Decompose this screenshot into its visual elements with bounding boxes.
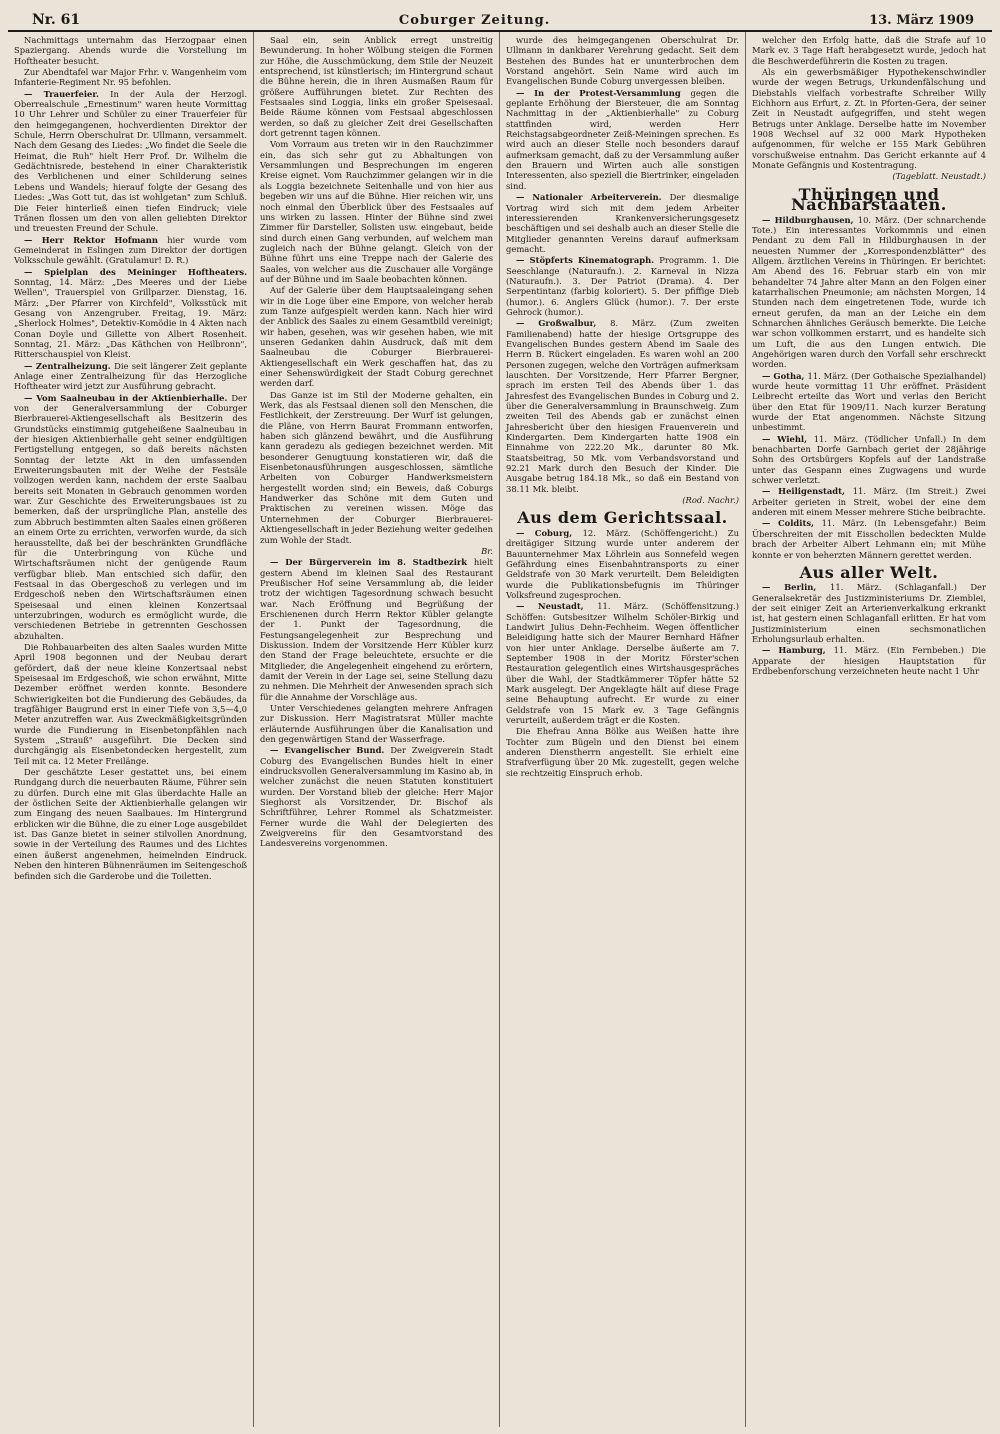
article-text: Programm. 1. Die Seeschlange (Naturaufn.). 2. Karneval in Nizza (Naturaufn.). 3. Der Patriot (Drama). 4. Der Serpentintanz (farbig koloriert). 5. Der pfiffige Dieb (humor.). 6. Anglers Glück (humor.). 7. Der erste Gehrock (humor.). (506, 255, 739, 317)
article-text: welcher den Erfolg hatte, daß die Strafe auf 10 Mark ev. 3 Tage Haft herabgesetzt wurde, jedoch hat die Beschwerdeführerin die Kosten zu tragen. (752, 35, 986, 66)
article-signature: (Rod. Nachr.) (682, 495, 739, 506)
article-headline: — Zentralheizung. (24, 360, 115, 371)
article-headline: — Evangelischer Bund. (270, 745, 391, 756)
article-signature: (Tageblatt. Neustadt.) (892, 171, 986, 182)
article-text: Der Zweigverein Stadt Coburg des Evangelischen Bundes hielt in einer eindrucksvollen Generalversammlung im Kasino ab, in welcher zunächst die neuen Statuten konstituiert wurden. Der Vorstand blieb der gleiche: Herr Major Sieghorst als Vorsitzender, Dr. Bischof als Schriftführer, Lehrer Rommel als Schatzmeister. Ferner wurde die Wahl der Delegierten des Zweigvereins für den Gesamtvorstand des Landesvereins vorgenommen. (260, 745, 493, 849)
article-text: Die Ehefrau Anna Bölke aus Weißen hatte ihre Tochter zum Bügeln und den Dienst bei einem anderen Dienstherrn angestellt. Sie erhielt eine Strafverfügung über 20 Mk. zugestellt, gegen welche sie rechtzeitig Einspruch erhob. (506, 726, 739, 778)
article-paragraph (14, 642, 247, 766)
article-text: Die seit längerer Zeit geplante Anlage einer Zentralheizung für das Herzogliche Hoftheater wird jetzt zur Ausführung gebracht. (14, 360, 247, 392)
issue-number: Nr. 61 (32, 12, 81, 28)
article-headline: — Großwalbur, (516, 318, 611, 329)
article-paragraph (260, 35, 493, 138)
article-headline: — Der Bürgerverein im 8. Stadtbezirk (270, 557, 474, 568)
column-4 (746, 32, 992, 1427)
article-paragraph (260, 390, 493, 545)
article-text: Der diesmalige Vortrag wird sich mit dem jedem Arbeiter interessierenden Krankenversicherungsgesetz beschäftigen und sei deshalb auch an dieser Stelle die Mitglieder genannten Vereins darauf aufmerksam gemacht. (506, 192, 739, 254)
column-1 (8, 32, 254, 1427)
article-text: 11. März. (Tödlicher Unfall.) In dem benachbarten Dorfe Garnbach geriet der 28jährige Sohn des Ortsbürgers Kopfels auf der Landstraße unter das Gespann eines Zugwagens und wurde schwer verletzt. (752, 433, 986, 486)
article-paragraph (752, 35, 986, 66)
article-text: 12. März. (Schöffengericht.) Zu dreitägiger Sitzung wurde unter anderem der Bauunternehmer Max Löhrlein aus Sonnefeld wegen Gefährdung eines Eisenbahntransports zu einer Geldstrafe von 30 Mark verurteilt. Dem Beleidigten wurde die Publikationsbefugnis im Thüringer Volksfreund zugesprochen. (506, 527, 739, 600)
section-heading: Aus aller Welt. (799, 562, 939, 582)
article-text: Der von der Generalversammlung der Coburger Bierbrauerei-Aktiengesellschaft als Besitzerin des Grundstücks einstimmig gutgeheißene Saalneubau in der hiesigen Aktienbierhalle geht seiner endgültigen Fertigstellung entgegen, so daß bereits nächsten Sonntag der letzte Akt in den umfassenden Erweiterungsbauten mit der Weihe der Festsäle vollzogen werden kann, nachdem der erste Saalbau bereits seit Monaten in Gebrauch genommen worden war. Zur Geschichte des Erweiterungsbaues ist zu bemerken, daß der ursprüngliche Plan, anstelle des zum Abbruch bestimmten alten Saales einen größeren an einem Orte zu errichten, verworfen wurde, da sich herausstellte, daß bei der beschränkten Grundfläche für die Unterbringung von Küche und Wirtschaftsräumen nicht der genügende Raum verfügbar blieb. Man entschied sich dafür, den Festsaal in das Obergeschoß zu verlegen und im Erdgeschoß neben den Wirtschaftsräumen einen Speisesaal und einen kleinen Konzertsaal unterzubringen, wodurch es ermöglicht wurde, die verschiedenen Betriebe in getrennten Geschossen abzuhalten. (14, 392, 247, 641)
article-paragraph (506, 601, 739, 725)
article-headline: — Nationaler Arbeiterverein. (516, 192, 670, 203)
article-paragraph (14, 767, 247, 881)
article-text: Sonntag, 14. März: „Des Meeres und der Liebe Wellen", Trauerspiel von Grillparzer. Dienstag, 16. März: „Der Pfarrer von Kirchfeld", Volksstück mit Gesang von Anzengruber. Freitag, 19. März: „Sherlock Holmes", Detektiv-Komödie in 4 Akten nach Conan Doyle und Gillette von Albert Rosenheit. Sonntag, 21. März: „Das Käthchen von Heilbronn", Ritterschauspiel von Kleist. (14, 276, 247, 360)
article-paragraph (14, 361, 247, 392)
article-text: gegen die geplante Erhöhung der Biersteuer, die am Sonntag Nachmittag in der „Aktienbierhalle" zu Coburg stattfinden wird, werden Herr Reichstagsabgeordneter Zeiß-Meiningen sprechen. Es wird auch an dieser Stelle noch besonders darauf aufmerksam gemacht, daß zu der Versammlung außer den Brauern und Wirten auch alle sonstigen Interessenten, also speziell die Biertrinker, eingeladen sind. (506, 87, 740, 191)
article-headline: — Wiehl, (762, 433, 814, 444)
article-text: Der geschätzte Leser gestattet uns, bei einem Rundgang durch die neuerbauten Räume, Führer sein zu dürfen. Durch eine mit Glas überdachte Halle an der östlichen Seite der Aktienbierhalle gelangen wir zum Eingang des neuen Saalbaues. Im Hintergrund erblicken wir die Bühne, die zu einer Loge ausgebildet ist. Das Ganze bietet in seiner stilvollen Anordnung, sowie in der Verteilung des Raumes und des Lichtes einen äußerst angenehmen, heimelnden Eindruck. Neben den hinteren Bühnenräumen im Seitengeschoß befinden sich die Garderobe und die Toiletten. (14, 767, 248, 881)
article-text: Zur Abendtafel war Major Frhr. v. Wangenheim vom Infanterie-Regiment Nr. 95 befohlen. (14, 67, 247, 88)
article-headline: — In der Protest-Versammlung (516, 87, 691, 98)
newspaper-title: Coburger Zeitung. (398, 13, 551, 28)
masthead (8, 6, 992, 32)
article-headline: — Spielplan des Meininger Hoftheaters. (24, 266, 247, 277)
article-paragraph (506, 88, 739, 191)
article-headline: — Vom Saalneubau in der Aktienbierhalle. (24, 392, 232, 403)
article-paragraph (506, 35, 739, 87)
article-paragraph (260, 285, 493, 388)
article-headline: — Trauerfeier. (24, 88, 111, 99)
article-headline: — Coburg, (516, 527, 583, 538)
article-paragraph (752, 486, 986, 517)
article-paragraph (260, 703, 493, 744)
article-paragraph (506, 318, 739, 494)
article-headline: — Coldits, (762, 518, 822, 529)
article-text: 8. März. (Zum zweiten Familienabend) hatte der hiesige Ortsgruppe des Evangelischen Bundes gestern Abend im Saale des Herrn B. Rückert eingeladen. Es waren wohl an 200 Personen zugegen, welche den Vorträgen aufmerksam lauschten. Der Vorsitzende, Herr Pfarrer Bergner, sprach im ersten Teil des Abends über 1. das Jahresfest des Evangelischen Bundes in Coburg und 2. über die Generalversammlung in Braunschweig. Zum zweiten Teil des Abends gab er zunächst einen Jahresbericht über den hiesigen Frauenverein und Kindergarten. Dem Kindergarten hatte 1908 ein Einnahme von 222.20 Mk., darunter 80 Mk. Staatsbeitrag, 50 Mk. vom Verbandsvorstand und 92.21 Mark durch den Besuch der Kinder. Die Ausgabe betrug 184.18 Mk., so daß ein Bestand von 38.11 Mk. bleibt. (506, 318, 740, 494)
column-3 (500, 32, 746, 1427)
article-text: Vom Vorraum aus treten wir in den Rauchzimmer ein, das sich sehr gut zu Abhaltungen von Versammlungen und Besprechungen im engeren Kreise eignet. Vom Rauchzimmer gelangen wir in die als Loggia bezeichnete Seitenhalle und von hier aus begeben wir uns auf die Bühne. Hier reichen wir, uns noch einmal den Überblick über des Festsaales auf uns wirken zu lassen. Hinter der Bühne sind zwei Zimmer für Darsteller, Solisten usw. eingebaut, beide sind durch einen Gang verbunden, auf welchem man zugleich nach der Bühne gelangt. Gleich von der Bühne führt uns eine Treppe nach der Galerie des Saales, von welcher aus die Zuschauer alle Vorgänge auf der Bühne und im Saale beobachten können. (260, 139, 493, 284)
column-2 (254, 32, 500, 1427)
article-text: In der Aula der Herzogl. Oberrealschule „Ernestinum" waren heute Vormittag 10 Uhr Lehrer und Schüler zu einer Trauerfeier für den heimgegangenen, hochverdienten Direktor der Schule, Herrn Oberschulrat Dr. Ullmann, versammelt. Nach dem Gesang des Liedes: „Wo findet die Seele die Heimat, die Ruh" hielt Herr Prof. Dr. Wilhelm die Gedächtnisrede, bestehend in einer Charakteristik des Verblichenen und einer Schilderung seines Lebens und Wandels; hierauf folgte der Gesang des Liedes: „Was Gott tut, das ist wohlgetan" zum Schluß. Die Feier hinterließ einen tiefen Eindruck; viele Tränen flossen um den von allen geliebten Direktor und treuesten Freund der Schule. (14, 88, 247, 234)
article-paragraph (752, 371, 986, 433)
article-text: 11. März. (Schöffensitzung.) Schöffen: Gutsbesitzer Wilhelm Schöler-Birkig und Landwirt Julius Dehn-Fechheim. Wegen öffentlicher Beleidigung hatte sich der Maurer Bernhard Häfner von hier unter Anklage. Derselbe äußerte am 7. September 1908 in der Moritz Förster'schen Restauration gelegentlich eines Wirtshausgespräches über die Wahl, der Stadtkämmerer Töpfer hätte 52 Mark ausgelegt. Der Angeklagte hält auf diese Frage seine Behauptung aufrecht. Er wurde zu einer Geldstrafe von 15 Mark ev. 3 Tage Gefängnis verurteilt, außerdem trägt er die Kosten. (506, 601, 739, 725)
article-headline: — Gotha, (762, 370, 808, 381)
article-signature: Br. (481, 545, 493, 556)
article-paragraph (752, 67, 986, 170)
article-paragraph (752, 645, 986, 676)
article-text: 10. März. (Der schnarchende Tote.) Ein interessantes Vorkommnis und einen Pendant zu dem Fall in Hildburghausen in der neuesten Nummer der „Korrespondenzblätter" des Allgem. ärztlichen Vereins in Thüringen. Er berichtet: Am Abend des 16. Februar starb ein von mir behandelter 74 Jahre alter Mann an den Folgen einer katarrhalischen Pneumonie; am nächsten Morgen, 14 Stunden nach dem eingetretenen Tode, wurde ich erneut gerufen, da man an der Leiche ein dem Schnarchen ähnliches Geräusch bemerkte. Die Leiche war schon vollkommen erstarrt, und es handelte sich um Luft, die aus den Lungen entwich. Die Angehörigen waren durch den Vorfall sehr erschreckt worden. (752, 214, 986, 370)
article-text: hier wurde vom Gemeinderat in Eslingen zum Direktor der dortigen Volksschule gewählt. (Gratulamur! D. R.) (14, 234, 247, 266)
article-paragraph (14, 267, 247, 360)
article-paragraph (752, 434, 986, 486)
article-paragraph (14, 235, 247, 266)
article-paragraph (260, 745, 493, 848)
article-paragraph (14, 35, 247, 66)
article-text: 11. März. (In Lebensgefahr.) Beim Überschreiten der mit Eisschollen bedeckten Mulde brach der Arbeiter Albert Lehmann ein; mit Mühe konnte er von beherzten Männern gerettet werden. (752, 518, 986, 560)
article-headline: — Berlin, (762, 582, 831, 593)
article-text: 11. März. (Im Streit.) Zwei Arbeiter gerieten in Streit, wobei der eine dem anderen mit einem Messer mehrere Stiche beibrachte. (752, 486, 986, 518)
article-paragraph (14, 89, 247, 234)
article-text: 11. März. (Schlaganfall.) Der Generalsekretär des Justizministeriums Dr. Ziemblei, der seit einiger Zeit an Arterienverkalkung erkrankt ist, hat gestern einen Schlaganfall erlitten. Er hat vom Justizministerium einen sechsmonatlichen Erholungsurlaub erhalten. (752, 582, 986, 644)
article-headline: — Neustadt, (516, 601, 598, 612)
article-headline: — Heiligenstadt, (762, 486, 853, 497)
article-text: 11. März. (Der Gothaische Spezialhandel) wurde heute vormittag 11 Uhr eröffnet. Präsident Leibrecht erteilte das Wort und verlas den Bericht über den Etat für 1909/11. Nach kurzer Beratung wurde der Etat angenommen. Nächste Sitzung unbestimmt. (752, 370, 987, 433)
article-text: Unter Verschiedenes gelangten mehrere Anfragen zur Diskussion. Herr Magistratsrat Müller machte erläuternde Ausführungen über die Kanalisation und den gegenwärtigen Stand der Wasserfrage. (260, 703, 493, 745)
article-text: Als ein gewerbsmäßiger Hypothekenschwindler wurde der wegen Betrugs, Urkundenfälschung und Diebstahls vielfach vorbestrafte Schreiber Willy Eichhorn aus Erfurt, z. Zt. in Pforten-Gera, der seiner Zeit in Neustadt aufgegriffen, und steht wegen Betrugs unter Anklage. Derselbe hatte im November 1908 Wechsel auf 32 000 Mark Hypotheken aufgenommen, für welche er 155 Mark Gebühren vorschußweise entnahm. Das Gericht erkannte auf 4 Monate Gefängnis und Kostentragung. (752, 67, 986, 171)
article-headline: — Herr Rektor Hofmann (24, 234, 168, 245)
article-text: wurde des heimgegangenen Oberschulrat Dr. Ullmann in dankbarer Verehrung gedacht. Seit dem Bestehen des Bundes hat er ununterbrochen dem Vorstand angehört. Sein Name wird auch im Evangelischen Bunde Coburg unvergessen bleiben. (506, 35, 739, 87)
article-paragraph (14, 67, 247, 88)
article-text: hielt gestern Abend im kleinen Saal des Restaurant Preußischer Hof seine Versammlung ab, die leider trotz der wichtigen Tagesordnung schwach besucht war. Nach Eröffnung und Begrüßung der Erschienenen durch Herrn Rektor Kübler gelangte der 1. Punkt der Tagesordnung, die Festungsangelegenheit zur Besprechung und Diskussion. Indem der Vorsitzende Herr Kübler kurz den Stand der Frage beleuchtete, ersuchte er die Mitglieder, die Angelegenheit eingehend zu erörtern, damit der Verein in der Lage sei, seine Stellung dazu zu nehmen. Die Mehrheit der Anwesenden sprach sich für die Annahme der Vorschläge aus. (260, 557, 493, 702)
article-paragraph (506, 726, 739, 778)
article-paragraph (14, 393, 247, 641)
article-headline: — Stöpferts Kinematograph. (516, 255, 660, 266)
article-text: Nachmittags unternahm das Herzogpaar einen Spaziergang. Abends wurde die Vorstellung im Hoftheater besucht. (14, 35, 247, 66)
article-text: Das Ganze ist im Stil der Moderne gehalten, ein Werk, das als Festsaal dienen soll den Menschen, die Festlichkeit, der Zerstreuung. Der Wurf ist gelungen, die Pläne, von Herrn Baurat Frommann entworfen, haben sich glänzend bewährt, und die Ausführung kann geradezu als gediegen bezeichnet werden. Mit besonderer Genugtuung konstatieren wir, daß die Eisenbetonausführungen ausgeschlossen, sämtliche Arbeiten von Coburger Handwerksmeistern hergestellt worden sind; ein Beweis, daß Coburgs Handwerker das Schöne mit dem Guten und Praktischen zu vereinen wissen. Möge das Unternehmen der Coburger Bierbrauerei-Aktiengesellschaft in jeder Beziehung weiter gedeihen zum Wohle der Stadt. (260, 389, 493, 545)
article-headline: — Hamburg, (762, 645, 834, 656)
article-paragraph (260, 557, 493, 702)
article-paragraph (752, 518, 986, 559)
section-heading: Thüringen und Nachbarstaaten. (791, 184, 947, 215)
article-text: Auf der Galerie über dem Hauptsaaleingang sehen wir in die Loge über eine Empore, von welcher herab zum Tanze aufgespielt werden kann. Nach hier wird der Anblick des Saales zu einem Gesamtbild vereinigt; wir haben, gesehen, was wir gesehen haben, wie mit unseren Gedanken dahin Ausdruck, daß mit dem Saalneubau die Coburger Bierbrauerei-Aktiengesellschaft ein Werk geschaffen hat, das zu einer Sehenswürdigkeit der Stadt Coburg gerechnet werden darf. (260, 285, 493, 389)
article-text: Saal ein, sein Anblick erregt unstreitig Bewunderung. In hoher Wölbung steigen die Formen zur Höhe, die Ausschmückung, dem Stile der Neuzeit entsprechend, ist künstlerisch; im Hintergrund schaut die Bühne herein, die in ihren Ausmaßen Raum für größere Aufführungen bietet. Zur Rechten des Festsaales sind Loggia, links ein großer Speisesaal. Beide Räume können vom Festsaal abgeschlossen werden, so daß zu gleicher Zeit drei Gesellschaften dort getrennt tagen können. (260, 35, 493, 139)
columns (8, 32, 992, 1427)
article-paragraph (506, 192, 739, 254)
article-text: 11. März. (Ein Fernbeben.) Die Apparate der hiesigen Hauptstation für Erdbebenforschung verzeichneten heute nacht 1 Uhr (752, 645, 986, 676)
article-paragraph (260, 139, 493, 284)
issue-date: 13. März 1909 (869, 13, 974, 28)
article-paragraph (752, 215, 986, 370)
article-headline: — Hildburghausen, (762, 214, 858, 225)
section-heading: Aus dem Gerichtssaal. (517, 508, 728, 528)
article-paragraph (752, 582, 986, 644)
article-paragraph (506, 255, 739, 317)
article-paragraph (506, 528, 739, 600)
article-text: Die Rohbauarbeiten des alten Saales wurden Mitte April 1908 begonnen und der Neubau derart gefördert, daß der neue kleine Konzertsaal nebst Speisesaal im Erdgeschoß, wie schon erwähnt, Mitte Dezember eröffnet werden konnte. Besondere Schwierigkeiten bot die Fundierung des Gebäudes, da tragfähiger Baugrund erst in einer Tiefe von 3,5—4,0 Meter anzutreffen war. Aus Zweckmäßigkeitsgründen wurde die Fundierung in Eisenbetonpfählen nach System „Strauß" ausgeführt. Die Decken sind durchgängig als Eisenbetondecken hergestellt, zum Teil mit ca. 12 Meter Freilänge. (14, 641, 247, 766)
